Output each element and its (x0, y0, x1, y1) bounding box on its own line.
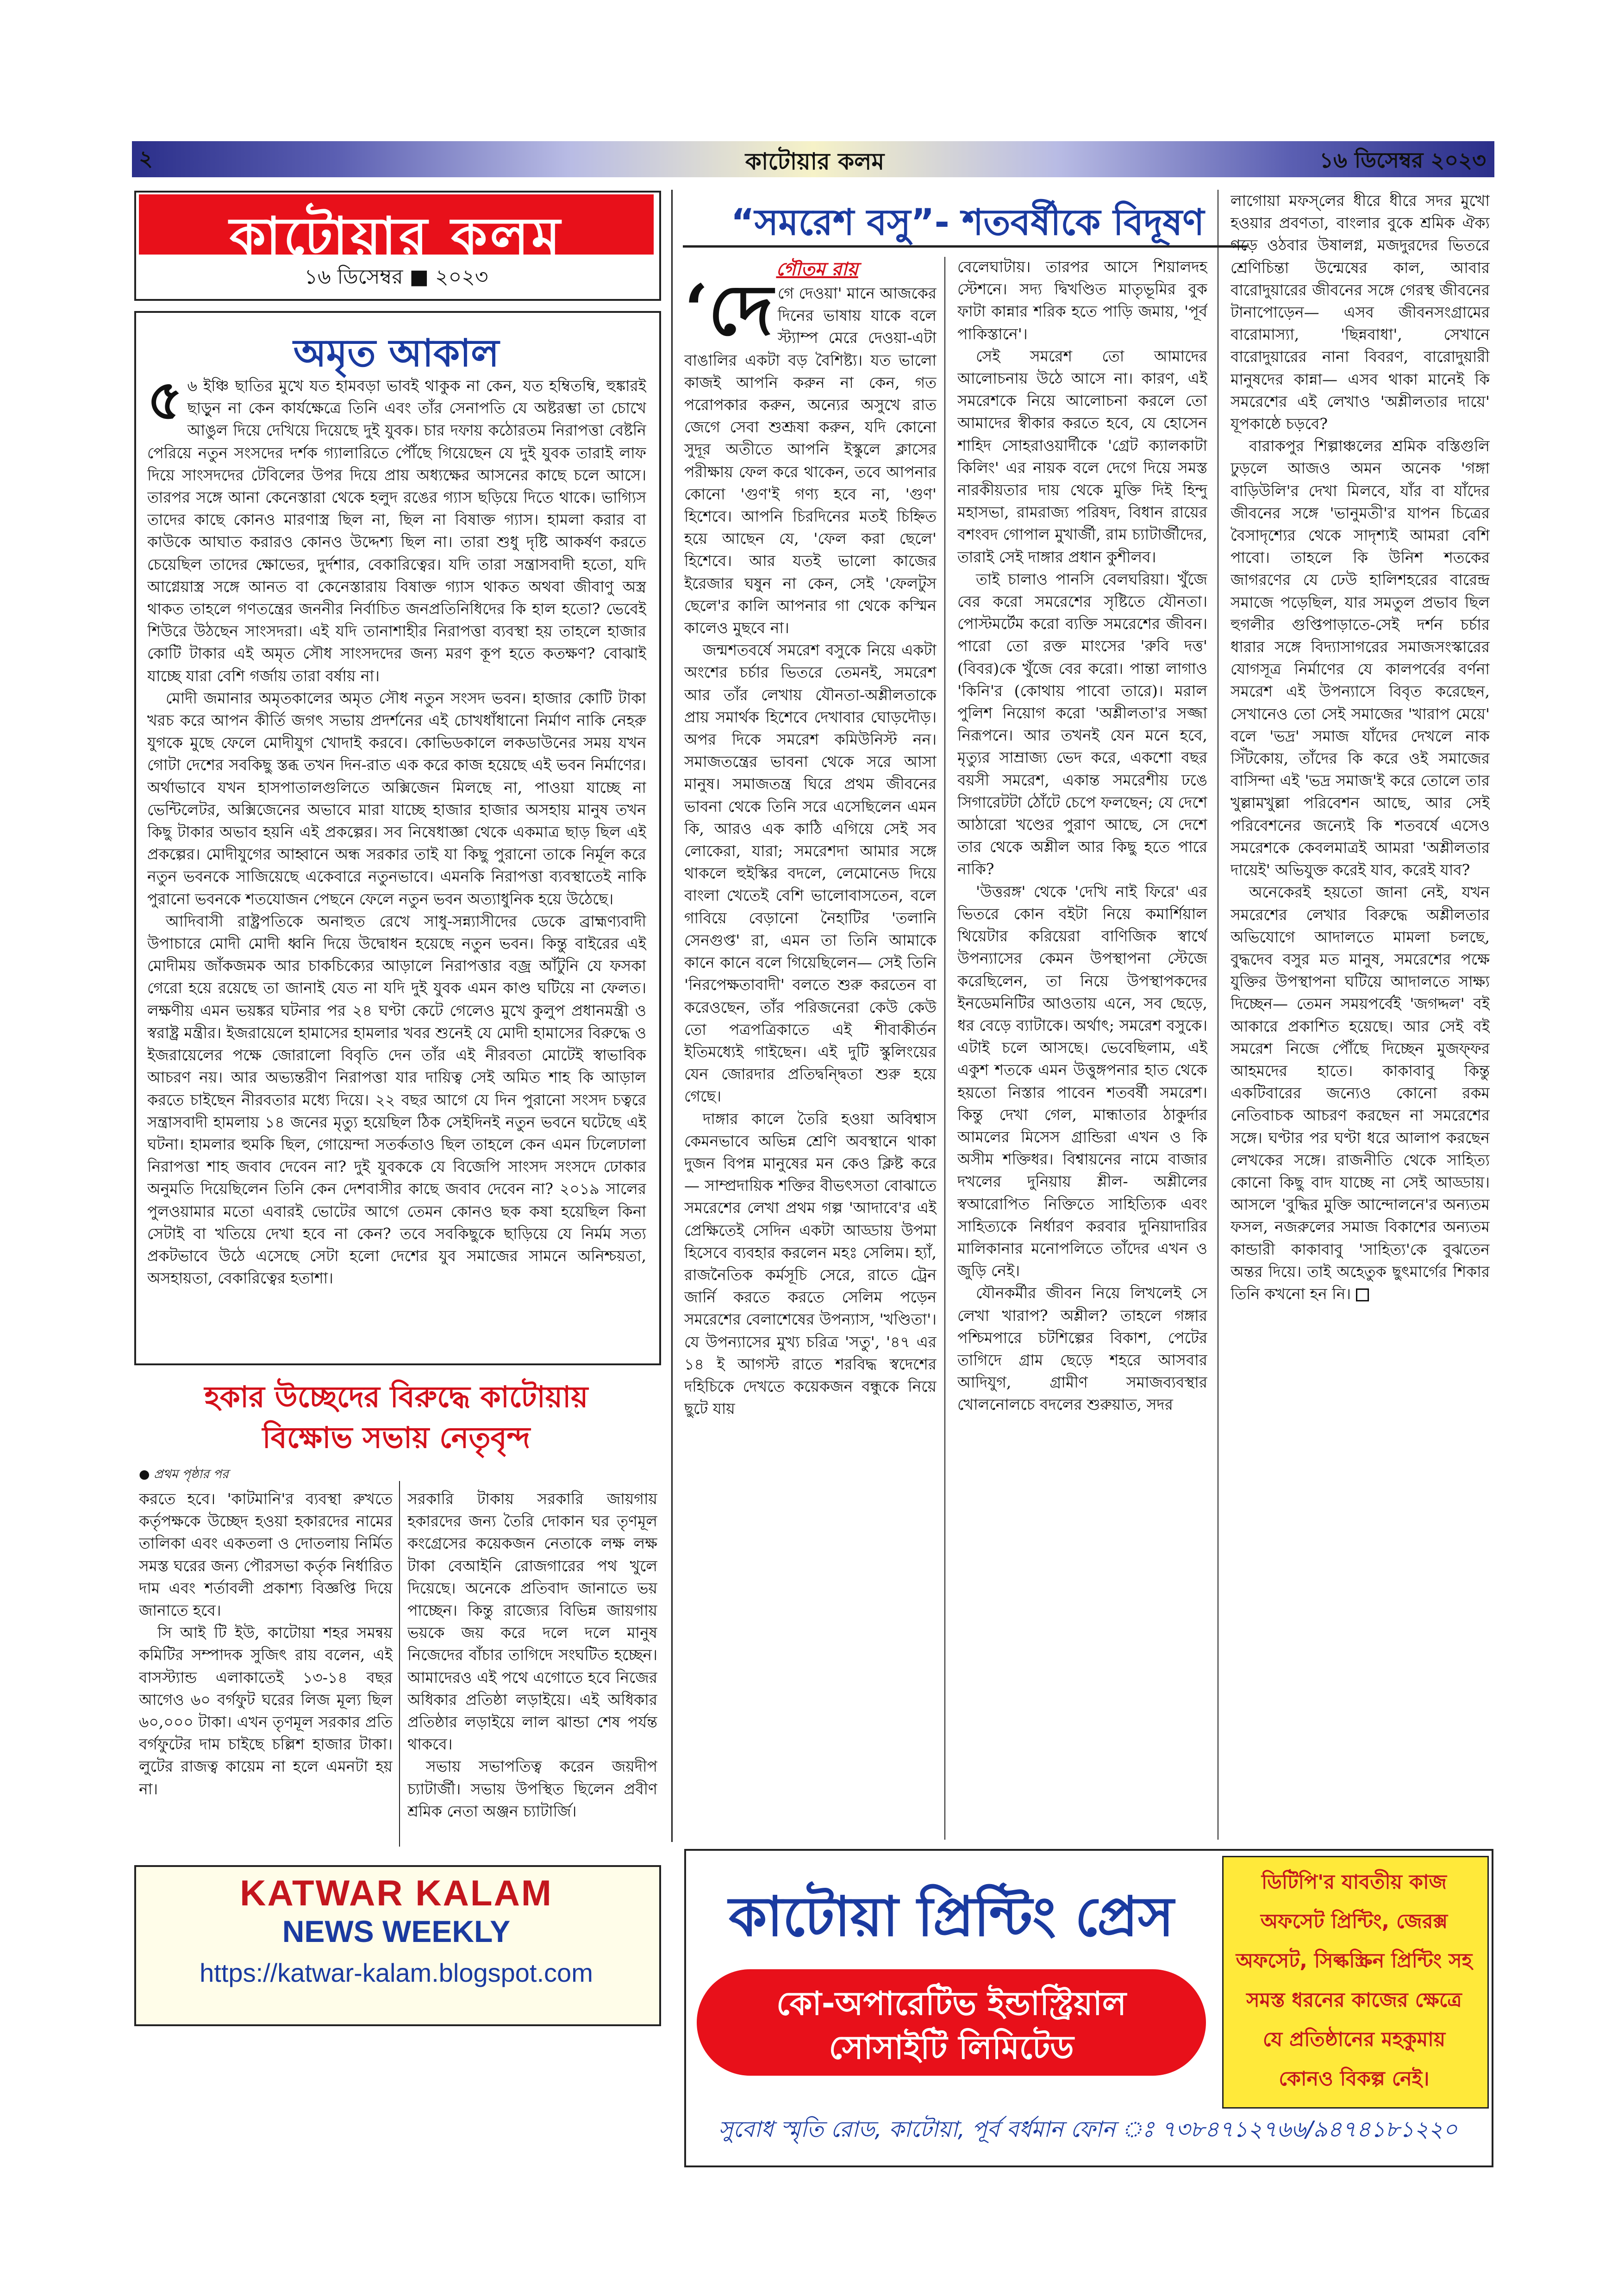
samaresh-first-text: গে দেওয়া' মানে আজকের দিনের ভাষায় যাকে বলে স্ট্যাম্প মেরে দেওয়া-এটা বাঙালির একটা বড় বৈশিষ্ট্য। যত ভালো কাজই আপনি করুন না কেন, গত পরোপকার করুন, অন্যের অসুখে রাত জেগে সেবা শুশ্রূষা করুন, যদি কোনো সুদূর অতীতে আপনি ইস্কুলে ক্লাসের পরীক্ষায় ফেল করে থাকেন, তবে আপনার কোনো 'গুণ'ই গণ্য হবে না, 'গুণ' হিশেবে। আপনি চিরদিনের মতই চিহ্নিত হয়ে আছেন যে, 'ফেল করা ছেলে' হিশেবে। আর যতই ভালো কাজের ইরেজার ঘষুন না কেন, সেই 'ফেলটুস ছেলে'র কালি আপনার গা থেকে কস্মিন কালেও মুছবে না। (684, 284, 937, 637)
editorial-paragraph: মোদী জমানার অমৃতকালের অমৃত সৌধ নতুন সংসদ ভবন। হাজার কোটি টাকা খরচ করে আপন কীর্তি জগৎ সভায় প্রদর্শনের এই চোখধাঁধানো নির্মাণ নাকি নেহরু যুগকে মুছে ফেলে মোদীযুগ খোদাই করবে। কোভিডকালে লকডাউনের সময় যখন গোটা দেশের সবকিছু স্তব্ধ তখন দিন-রাত এক করে কাজ হয়েছে এই ভবন নির্মাণের। অর্থাভাবে যখন হাসপাতালগুলিতে অক্সিজেন মিলছে না, পাওয়া যাচ্ছে না ভেন্টিলেটর, অক্সিজেনের অভাবে মারা যাচ্ছে হাজার হাজার অসহায় মানুষ তখন কিছু টাকার অভাব হয়নি এই প্রকল্পের। সব নিষেধাজ্ঞা থেকে একমাত্র ছাড় ছিল এই প্রকল্পের। মোদীযুগের আহ্বানে অন্ধ সরকার তাই যা কিছু পুরানো তাকে নির্মূল করে নতুন ভবনকে সাজিয়েছে একেবারে নতুনভাবে। এমনকি নিরাপত্তা ব্যবস্থাতেই নাকি পুরানো ভবনকে শতযোজন পেছনে ফেলে নতুন ভবন অত্যাধুনিক হয়ে উঠেছে। (147, 689, 646, 908)
samaresh-paragraph: 'উত্তরঙ্গ' থেকে 'দেখি নাই ফিরে' এর ভিতরে কোন বইটা নিয়ে কমার্শিয়াল থিয়েটার করিয়েরা বাণিজিক স্বার্থে উপন্যাসের কেমন উপস্থাপনা স্টেজে করেছিলেন, তা নিয়ে উপস্থাপকদের ইনডেমনিটির আওতায় এনে, সব ছেড়ে, ধর বেড়ে ব্যাটাকে। অর্থাৎ; সমরেশ বসুকে। এটাই চলে আসছে। ভেবেছিলাম, এই একুশ শতকে এমন উত্তুঙ্গপনার হাত থেকে হয়তো নিস্তার পাবেন শতবর্ষী সমরেশ। কিন্তু দেখা গেল, মান্ধাতার ঠাকুর্দার আমলের মিসেস গ্রান্ডিরা এখন ও কি অসীম শক্তিধর। বিশ্বায়নের নামে বাজার দখলের দুনিয়ায় শ্লীল- অশ্লীলের স্বআরোপিত নিক্তিতে সাহিত্যিক এবং সাহিত্যকে নির্ধারণ করবার দুনিয়াদারির মালিকানার মনোপলিতে তাঁদের এখন ও জুড়ি নেই। (957, 882, 1207, 1280)
ad-service-line: সমস্ত ধরনের কাজের ক্ষেত্রে (1246, 1989, 1462, 2012)
editorial-paragraph (147, 375, 646, 687)
hawker-headline-line2: বিক্ষোভ সভায় নেতৃবৃন্দ (262, 1421, 531, 1455)
samaresh-last-text: অনেকেরই হয়তো জানা নেই, যখন সমরেশের লেখার বিরুদ্ধে অশ্লীলতার অভিযোগে আদালতে মামলা চলছে, বুদ্ধদেব বসুর মত মানুষ, সমরেশের পক্ষে যুক্তির উপস্থাপনা ঘটিয়ে আদালতে সাক্ষ্য দিচ্ছেন— তেমন সময়পর্বেই 'জগদ্দল' বই আকারে প্রকাশিত হয়েছে। আর সেই বই সমরেশ নিজে পৌঁছে দিচ্ছেন মুজফ্‌ফর আহমদের হাতে। কাকাবাবু কিন্তু একটিবারের জন্যেও কোনো রকম নেতিবাচক আচরণ করছেন না সমরেশের সঙ্গে। ঘণ্টার পর ঘণ্টা ধরে আলাপ করছেন লেখকের সঙ্গে। রাজনীতি থেকে সাহিত্য কোনো কিছু বাদ যাচ্ছে না সেই আড্ডায়। আসলে 'বুদ্ধির মুক্তি আন্দোলনে'র অন্যতম ফসল, নজরুলের সমাজ বিকাশের অন্যতম কান্ডারী কাকাবাবু 'সাহিত্য'কে বুঝতেন অন্তর দিয়ে। তাই অহেতুক ছুৎমার্গের শিকার তিনি কখনো হন নি। (1230, 883, 1490, 1303)
masthead-title: কাটোয়ার কলম (229, 206, 563, 267)
header-title: কাটোয়ার কলম (745, 148, 885, 175)
samaresh-paragraph: যৌনকর্মীর জীবন নিয়ে লিখলেই সে লেখা খারাপ? অশ্লীল? তাহলে গঙ্গার পশ্চিমপারে চটশিল্পের বিকাশ, পেটের তাগিদে গ্রাম ছেড়ে শহরে আসবার আদিযুগ, গ্রামীণ সমাজব্যবস্থার খোলনোলচে বদলের শুরুয়াত, সদর (957, 1284, 1207, 1414)
samaresh-column-3 (1230, 190, 1490, 1835)
blog-link[interactable]: https://katwar-kalam.blogspot.com (200, 1958, 593, 1987)
samaresh-paragraph: লাগোয়া মফস্‌লের ধীরে ধীরে সদর মুখো হওয়ার প্রবণতা, বাংলার বুকে শ্রমিক ঐক্য গড়ে ওঠবার উষালগ্ন, মজদুরদের ভিতরে শ্রেণিচিন্তা উন্মেষের কাল, আবার বারোদুয়ারের জীবনের সঙ্গে গেরস্থ জীবনের টানাপোড়েন— এসব জীবনসংগ্রামের বারোমাস্যা, 'ছিন্নবাধা', সেখানে বারোদুয়ারের নানা বিবরণ, বারোদুয়ারী মানুষদের কান্না— এসব থাকা মানেই কি সমরেশের এই লেখাও 'অশ্লীলতার দায়ে' যূপকাষ্ঠে চড়বে? (1230, 192, 1490, 433)
samaresh-column-2 (957, 256, 1207, 1835)
samaresh-paragraph: বেলেঘাটায়। তারপর আসে শিয়ালদহ স্টেশনে। সদ্য দ্বিখণ্ডিত মাতৃভূমির বুক ফাটা কান্নার শরিক হতে পাড়ি জমায়, 'পূর্ব পাকিস্তানে'। (957, 258, 1207, 343)
ad-red-line-1: কো-অপারেটিভ ইন্ডাস্ট্রিয়াল (776, 1985, 1126, 2022)
quote-drop-cap: ‘দে (684, 282, 773, 351)
samaresh-paragraph (1230, 881, 1490, 1305)
hawker-paragraph: সভায় সভাপতিত্ব করেন জয়দীপ চ্যাটার্জী। সভায় উপস্থিত ছিলেন প্রবীণ শ্রমিক নেতা অঞ্জন চ্যাটার্জি। (407, 1757, 657, 1820)
ad-address: সুবোধ স্মৃতি রোড, কাটোয়া, পূর্ব বর্ধমান ফোন ঃ ৭৩৮৪৭১২৭৬৬/৯৪৭৪১৮১২২০ (718, 2116, 1458, 2142)
ad-service-line: যে প্রতিষ্ঠানের মহকুমায় (1262, 2028, 1446, 2051)
hawker-column-2 (407, 1488, 657, 1847)
samaresh-column-1 (684, 282, 937, 1835)
drop-cap: ৫ (147, 375, 183, 432)
column-rule (671, 190, 673, 1842)
editorial-first-text: ৬ ইঞ্চি ছাতির মুখে যত হামবড়া ভাবই থাকুক না কেন, যত হম্বিতম্বি, হুঙ্কারই ছাড়ুন না কেন কার্যক্ষেত্রে তিনি এবং তাঁর সেনাপতি যে অষ্টরম্ভা তা চোখে আঙুল দিয়ে দেখিয়ে দিয়েছে দুই যুবক। চার দফায় কঠোরতম নিরাপত্তা বেষ্টনি পেরিয়ে নতুন সংসদের দর্শক গ্যালারিতে পৌঁছে গিয়েছেন যে দুই যুবক তারাই লাফ দিয়ে সাংসদদের টেবিলের উপর দিয়ে প্রায় অধ্যক্ষের আসনের কাছে চলে আসে। তারপর সঙ্গে আনা কেনেস্তারা থেকে হলুদ রঙের গ্যাস ছড়িয়ে দিতে থাকে। ভাগ্যিস তাদের কাছে কোনও মারণাস্ত্র ছিল না, ছিল না বিষাক্ত গ্যাস। হামলা করার বা কাউকে আঘাত করারও কোনও উদ্দেশ্য ছিল না। তারা শুধু দৃষ্টি আকর্ষণ করতে চেয়েছিল তাদের ক্ষোভের, দুর্দশার, বেকারিত্বের। যদি তারা সন্ত্রাসবাদী হতো, যদি আগ্নেয়াস্ত্র সঙ্গে আনত বা কেনেস্তারায় বিষাক্ত গ্যাস থাকত অথবা জীবাণু অস্ত্র থাকত তাহলে গণতন্ত্রের জননীর নির্বাচিত জনপ্রতিনিধিদের কি হাল হতো? ভেবেই শিউরে উঠছেন সাংসদরা। এই যদি তানাশাহীর নিরাপত্তা ব্যবস্থা হয় তাহলে হাজার কোটি টাকার এই অমৃত সৌধ সাংসদদের জন্য মরণ কূপ হতে কতক্ষণ? বোঝাই যাচ্ছে যারা বেশি গর্জায় তারা বর্ষায় না। (147, 377, 646, 685)
hawker-paragraph: সি আই টি ইউ, কাটোয়া শহর সমন্বয় কমিটির সম্পাদক সুজিৎ রায় বলেন, এই বাসস্ট্যান্ড এলাকাতেই ১৩-১৪ বছর আগেও ৬০ বর্গফুট ঘরের লিজ মূল্য ছিল ৬০,০০০ টাকা। এখন তৃণমূল সরকার প্রতি বর্গফুটের দাম চাইছে চল্লিশ হাজার টাকা। লুটের রাজত্ব কায়েম না হলে এমনটা হয় না। (139, 1624, 393, 1798)
ad-red-line-2: সোসাইটি লিমিটেড (829, 2028, 1074, 2066)
author-byline: গৌতম রায় (776, 259, 858, 280)
ad-service-line: ডিটিপি'র যাবতীয় কাজ (1261, 1871, 1447, 1894)
column-rule (399, 1481, 400, 1847)
hawker-headline-line1: হকার উচ্ছেদের বিরুদ্ধে কাটোয়ায় (204, 1380, 588, 1414)
column-rule (944, 257, 945, 1840)
continued-from: ● প্রথম পৃষ্ঠার পর (139, 1467, 229, 1481)
samaresh-paragraph: সেই সমরেশ তো আমাদের আলোচনায় উঠে আসে না। কারণ, এই সমরেশকে নিয়ে আলোচনা করলে তো আমাদের স্বীকার করতে হবে, যে হোসেন শাহিদ সোহরাওয়ার্দীকে 'গ্রেট ক্যালকাটা কিলিং' এর নায়ক বলে দেগে দিয়ে সমস্ত নারকীয়তার দায় থেকে মুক্তি দিই হিন্দু মহাসভা, রামরাজ্য পরিষদ, বিধান রায়ের বশংবদ গোপাল মুখার্জী, রাম চ্যাটার্জীদের, তারাই সেই দাঙ্গার প্রধান কুশীলব। (957, 347, 1207, 566)
ad-title: কাটোয়া প্রিন্টিং প্রেস (729, 1885, 1174, 1948)
samaresh-paragraph (684, 282, 937, 639)
ad-service-line: কোনও বিকল্প নেই। (1279, 2067, 1430, 2091)
samaresh-paragraph: জন্মশতবর্ষে সমরেশ বসুকে নিয়ে একটা অংশের চর্চার ভিতরে তেমনই, সমরেশ আর তাঁর লেখায় যৌনতা-অশ্লীলতাকে প্রায় সমার্থক হিশেবে দেখাবার ঘোড়দৌড়। অপর দিকে সমরেশ কমিউনিস্ট নন। সমাজতন্ত্রের ভাবনা থেকে সরে আসা মানুষ। সমাজতন্ত্র ঘিরে প্রথম জীবনের ভাবনা থেকে তিনি সরে এসেছিলেন এমন কি, আরও এক কাঠি এগিয়ে সেই সব লোকেরা, যারা; সমরেশদা আমার সঙ্গে থাকলে হুইস্কির বদলে, লেমোনেড দিয়ে বাংলা খেতেই বেশি ভালোবাসতেন, বলে গাবিয়ে বেড়ানো নৈহাটির 'তলানি সেনগুপ্ত' রা, এমন তা তিনি আমাকে কানে কানে বলে গিয়েছিলেন— সেই তিনি 'নিরপেক্ষতাবাদী' বলতে শুরু করতেন বা করেওছেন, তাঁর পরিজনেরা কেউ কেউ তো পত্রপত্রিকাতে এই শীবাকীর্তন ইতিমধ্যেই গাইছেন। এই দুটি স্কুলিংয়ের যেন জোরদার প্রতিদ্বন্দ্বিতা শুরু হয়ে গেছে। (684, 641, 937, 1106)
editorial-title: অমৃত আকাল (293, 331, 500, 375)
ad-service-line: অফসেট প্রিন্টিং, জেরক্স (1260, 1910, 1448, 1933)
headline-underline (683, 245, 1248, 248)
masthead-date: ১৬ ডিসেম্বর ■ ২০২৩ (304, 265, 488, 289)
end-mark-icon (1356, 1288, 1369, 1301)
samaresh-paragraph: তাই চালাও পানসি বেলঘরিয়া। খুঁজে বের করো সমরেশের সৃষ্টিতে যৌনতা। পোস্টমর্টেম করো ব্যক্তি সমরেশের জীবন। পারো তো রক্ত মাংসের 'রুবি দত্ত' (বিবর)কে খুঁজে বের করো। পান্তা লাগাও 'কিনি'র (কোথায় পাবো তারে)। মরাল পুলিশ নিয়োগ করো 'অশ্লীলতা'র সজ্জা নিরূপনে। আর তখনই যেন মনে হবে, মৃত্যুর সাম্রাজ্য ভেদ করে, একশো বছর বয়সী সমরেশ, একান্ত সমরেশীয় ঢঙে সিগারেটটা ঠোঁটে চেপে ফলছেন; যে দেশে আঠারো খণ্ডের পুরাণ আছে, সে দেশে তার থেকে অশ্লীল আর কিছু হতে পারে নাকি? (957, 570, 1207, 878)
editorial-body (147, 375, 646, 1351)
samaresh-headline: “সমরেশ বসু”- শতবর্ষীকে বিদূষণ (731, 202, 1205, 243)
katwar-kalam-title: KATWAR KALAM (240, 1873, 553, 1913)
ad-service-line: অফসেট, সিল্কস্ক্রিন প্রিন্টিং সহ (1236, 1949, 1473, 1972)
header-date: ১৬ ডিসেম্বর ২০২৩ (1319, 148, 1486, 173)
katwar-kalam-subtitle: NEWS WEEKLY (282, 1914, 511, 1948)
hawker-paragraph: করতে হবে। 'কাটমানি'র ব্যবস্থা রুখতে কর্তৃপক্ষকে উচ্ছেদ হওয়া হকারদের নামের তালিকা এবং একতলা ও দোতলায় নির্মিত সমস্ত ঘরের জন্য পৌরসভা কর্তৃক নির্ধারিত দাম এবং শর্তাবলী প্রকাশ্য বিজ্ঞপ্তি দিয়ে জানাতে হবে। (139, 1490, 393, 1620)
samaresh-paragraph: দাঙ্গার কালে তৈরি হওয়া অবিশ্বাস কেমনভাবে অভিন্ন শ্রেণি অবস্থানে থাকা দুজন বিপন্ন মানুষের মন কেও ক্লিষ্ট করে — সাম্প্রদায়িক শক্তির বীভৎসতা বোঝাতে সমরেশের লেখা প্রথম গল্প 'আদাবে'র এই প্রেক্ষিতেই সেদিন একটা আড্ডায় উপমা হিসেবে ব্যবহার করলেন মহঃ সেলিম। হ্যাঁ, রাজনৈতিক কর্মসূচি সেরে, রাতে ট্রেন জার্নি করতে করতে সেলিম পড়েন সমরেশের বেলাশেষের উপন্যাস, 'খণ্ডিতা'। যে উপন্যাসের মুখ্য চরিত্র 'সতু', '৪৭ এর ১৪ ই আগস্ট রাতে শরবিদ্ধ স্বদেশের দহিচিকে দেখতে কয়েকজন বন্ধুকে নিয়ে ছুটে যায় (684, 1109, 937, 1418)
hawker-headline (139, 1377, 654, 1458)
hawker-paragraph: সরকারি টাকায় সরকারি জায়গায় হকারদের জন্য তৈরি দোকান ঘর তৃণমূল কংগ্রেসের কয়েকজন নেতাকে লক্ষ লক্ষ টাকা বেআইনি রোজগারের পথ খুলে দিয়েছে। অনেকে প্রতিবাদ জানাতে ভয় পাচ্ছেন। কিন্তু রাজ্যের বিভিন্ন জায়গায় ভয়কে জয় করে দলে দলে মানুষ নিজেদের বাঁচার তাগিদে সংঘটিত হচ্ছেন। আমাদেরও এই পথে এগোতে হবে নিজের অধিকার প্রতিষ্ঠা লড়াইয়ে। এই অধিকার প্রতিষ্ঠার লড়াইয়ে লাল ঝান্ডা শেষ পর্যন্ত থাকবে। (407, 1490, 657, 1754)
samaresh-paragraph: বারাকপুর শিল্পাঞ্চলের শ্রমিক বস্তিগুলি ঢুড়লে আজও অমন অনেক 'গঙ্গা বাড়িউলি'র দেখা মিলবে, যাঁর বা যাঁদের জীবনের সঙ্গে 'ভানুমতী'র যাপন চিত্রের বৈসাদৃশ্যের থেকে সাদৃশ্যই আমরা বেশি পাবো। তাহলে কি উনিশ শতকের জাগরণের যে ঢেউ হালিশহরের বারেন্দ্র সমাজে পড়েছিল, যার সমতুল প্রভাব ছিল হুগলীর গুপ্তিপাড়াতে-সেই দর্শন চর্চার ধারার সঙ্গে বিদ্যাসাগরের সমাজসংস্কারের যোগসূত্র নির্মাণের যে কালপর্বের বর্ণনা সমরেশ এই উপন্যাসে বিবৃত করেছেন, সেখানেও তো সেই সমাজের 'খারাপ মেয়ে' বলে 'ভদ্র' সমাজ যাঁদের দেখলে নাক সিঁটকোয়, তাঁদের কি করে ওই সমাজের বাসিন্দা এই 'ভদ্র সমাজ'ই করে তোলে তার খুল্লামখুল্লা পরিবেশন আছে, আর সেই পরিবেশনের জন্যেই কি শতবর্ষে এসেও সমরেশকে কেবলমাত্রই আমরা 'অশ্লীলতার দায়েই' অভিযুক্ত করেই যাব, করেই যাব? (1230, 437, 1490, 879)
hawker-column-1 (139, 1488, 393, 1847)
editorial-paragraph: আদিবাসী রাষ্ট্রপতিকে অনাহুত রেখে সাধু-সন্ন্যাসীদের ডেকে ব্রাহ্মণ্যবাদী উপাচারে মোদী মোদী ধ্বনি দিয়ে উদ্বোধন হয়েছে নতুন ভবন। কিন্তু বাইরের এই মোদীময় জাঁকজমক আর চাকচিক্যের আড়ালে নিরাপত্তার বজ্র আঁটুনি যে ফসকা গেরো হয়ে রয়েছে তা জানাই যেত না যদি দুই যুবক এমন কাণ্ড ঘটিয়ে না ফেলত। লক্ষণীয় এমন ভয়ঙ্কর ঘটনার পর ২৪ ঘণ্টা কেটে গেলেও মুখে কুলুপ প্রধানমন্ত্রী ও স্বরাষ্ট্র মন্ত্রীর। ইজরায়েলে হামাসের হামলার খবর শুনেই যে মোদী হামাসের বিরুদ্ধে ও ইজরায়েলের পক্ষে জোরালো বিবৃতি দেন তাঁর এই নীরবতা মোটেই স্বাভাবিক আচরণ নয়। আর অভ্যন্তরীণ নিরাপত্তা যার দায়িত্ব সেই অমিত শাহ কি আড়াল করতে চাইছেন নীরবতার মধ্যে দিয়ে। ২২ বছর আগে যে দিন পুরানো সংসদ চত্বরে সন্ত্রাসবাদী হামলায় ১৪ জনের মৃত্যু হয়েছিল ঠিক সেইদিনই নতুন ভবনে ঘটেছে এই ঘটনা। হামলার হুমকি ছিল, গোয়েন্দা সতর্কতাও ছিল তাহলে কেন এমন ঢিলেঢালা নিরাপত্তা শাহ জবাব দেবেন না? দুই যুবককে যে বিজেপি সাংসদ সংসদে ঢোকার অনুমতি দিয়েছিলেন তিনি কেন দেশবাসীর কাছে জবাব দেবেন না? ২০১৯ সালের পুলওয়ামার মতো এবারই ভোটের আগে তেমন কোনও ছক কষা হয়েছিল কিনা সেটাই বা খতিয়ে দেখা হবে না কেন? তবে সবকিছুকে ছাড়িয়ে যে নির্মম সত্য প্রকটভাবে উঠে এসেছে সেটা হলো দেশের যুব সমাজের সামনে অনিশ্চয়তা, অসহায়তা, বেকারিত্বের হতাশা। (147, 912, 646, 1288)
page-number: ২ (139, 146, 153, 171)
